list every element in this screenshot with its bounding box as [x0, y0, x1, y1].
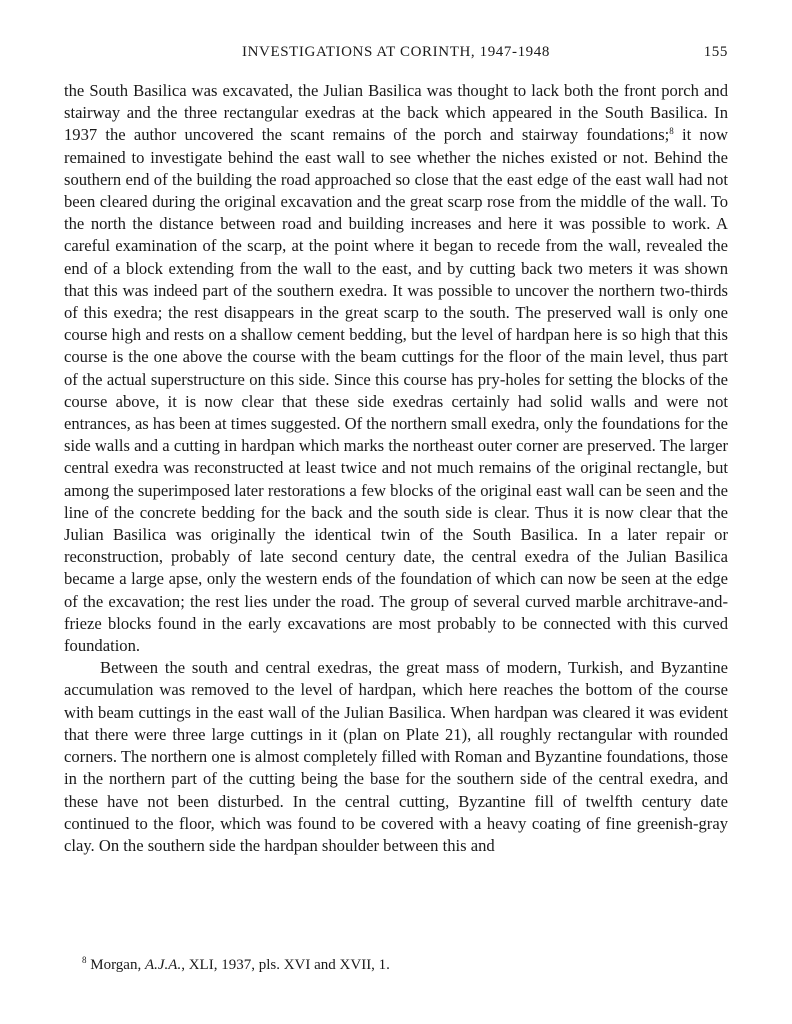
page-number: 155	[703, 44, 728, 60]
paragraph-2: Between the south and central exedras, the great mass of modern, Turkish, and Byzantine accumulation was removed to the level of hardpan, which here reaches the bottom of the course with beam cuttings in the east wall of the Julian Basilica. When hardpan was cleared it was evident that there were three large cuttings in it (plan on Plate 21), all roughly rectangular with rounded corners. The northern one is almost completely filled with Roman and Byzantine foundations, those in the northern part of the cutting being the base for the southern side of the central exedra, and these have not been disturbed. In the central cutting, Byzantine fill of twelfth century date continued to the floor, which was found to be covered with a heavy coating of fine greenish-gray clay. On the southern side the hardpan shoulder between this and	[64, 658, 728, 855]
running-header	[64, 44, 728, 68]
body-text	[64, 80, 728, 857]
footnote-8	[82, 955, 728, 975]
paragraph-1-text-b: it now remained to investigate behind the east wall to see whether the niches existed or not. Behind the southern end of the building the road approached so close that the east edge of the east wall had not been cleared during the original excavation and the great scarp rose from the middle of the wall. To the north the distance between road and building increases and here it was possible to work. A careful examination of the scarp, at the point where it began to recede from the wall, revealed the end of a block extending from the wall to the east, and by cutting back two meters it was shown that this was indeed part of the southern exedra. It was possible to uncover the northern two-thirds of this exedra; the rest disappears in the great scarp to the south. The preserved wall is only one course high and rests on a shallow cement bedding, but the level of hardpan here is so high that this course is the one above the course with the beam cuttings for the floor of the main level, thus part of the actual superstructure on this side. Since this course has pry-holes for setting the blocks of the course above, it is now clear that these side exedras certainly had solid walls and were not entrances, as has been at times suggested. Of the northern small exedra, only the foundations for the side walls and a cutting in hardpan which marks the northeast outer corner are preserved. The larger central exedra was reconstructed at least twice and not much remains of the original rectangle, but among the superimposed later restorations a few blocks of the original east wall can be seen and the line of the concrete bedding for the back and the south side is clear. Thus it is now clear that the Julian Basilica was originally the identical twin of the South Basilica. In a later repair or reconstruction, probably of late second century date, the central exedra of the Julian Basilica became a large apse, only the western ends of the foundation of which can now be seen at the edge of the excavation; the rest lies under the road. The group of several curved marble architrave-and-frieze blocks found in the early excavations are most probably to be connected with this curved foundation.	[64, 125, 729, 656]
running-title: INVESTIGATIONS AT CORINTH, 1947-1948	[242, 44, 550, 60]
paragraph-1	[64, 80, 728, 657]
paragraph-1-text-a: the South Basilica was excavated, the Julian Basilica was thought to lack both the front porch and stairway and the three rectangular exedras at the back which appeared in the South Basilica. In 1937 the author uncovered the scant remains of the porch and stairway foundations;	[64, 81, 728, 145]
footnote-author: Morgan,	[90, 957, 142, 973]
footnote-number: 8	[82, 955, 87, 965]
footnote-journal: A.J.A.	[144, 957, 182, 973]
footnote-citation: , XLI, 1937, pls. XVI and XVII, 1.	[181, 957, 390, 973]
footnote-ref-8: 8	[669, 126, 674, 137]
